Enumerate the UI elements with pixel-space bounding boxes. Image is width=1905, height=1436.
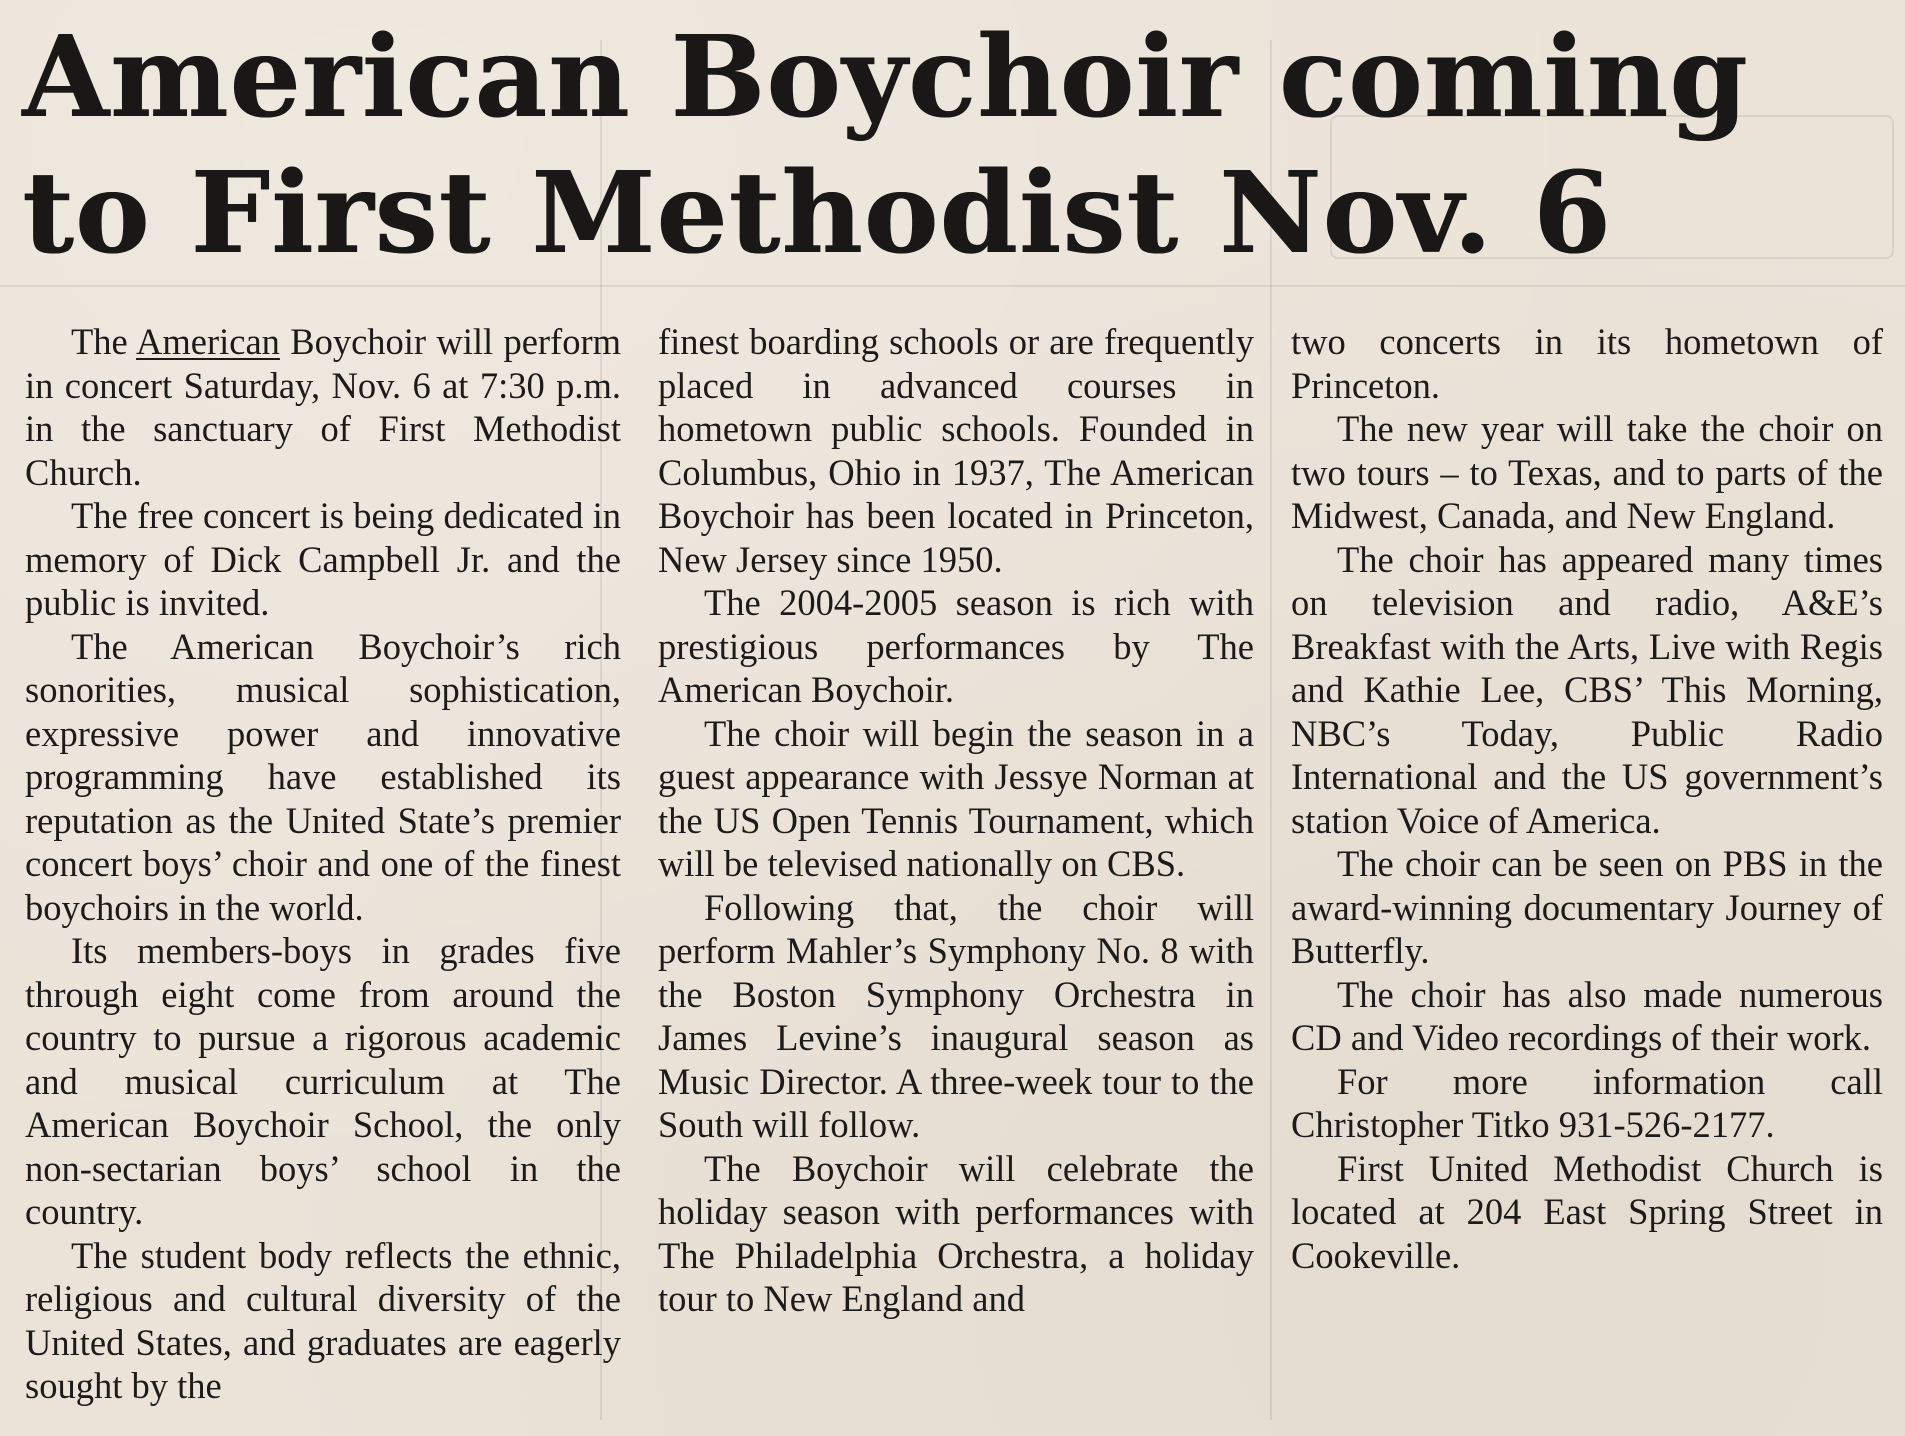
paragraph: The student body reflects the ethnic, religious and cultural diversity of the United States, and graduates are eagerly sought by the (25, 1234, 621, 1406)
article-body (25, 320, 1885, 1420)
headline-line-1: American Boychoir coming (22, 12, 1749, 143)
headline-line-2: to First Methodist Nov. 6 (22, 148, 1612, 279)
underlined-word: American (136, 321, 280, 362)
paragraph: The choir will begin the season in a guest appearance with Jessye Norman at the US Open Tennis Tournament, which will be televised nationally on CBS. (658, 712, 1254, 884)
paragraph: For more information call Christopher Titko 931-526-2177. (1291, 1060, 1883, 1145)
text-run: Boychoir will perform in concert Saturday, Nov. 6 at 7:30 p.m. in the sanctuary of First Methodist Church. (25, 321, 621, 493)
paragraph (25, 320, 621, 494)
paragraph: The free concert is being dedicated in memory of Dick Campbell Jr. and the public is invited. (25, 495, 621, 623)
paragraph: The 2004-2005 season is rich with prestigious performances by The American Boychoir. (658, 582, 1254, 710)
article-column-3 (1291, 320, 1883, 1277)
paragraph: The American Boychoir’s rich sonorities, musical sophistication, expressive power and innovative programming have established its reputation as the United State’s premier concert boys’ choir and one of the finest boychoirs in the world. (25, 625, 621, 928)
article-column-2 (658, 320, 1254, 1321)
paragraph: Following that, the choir will perform Mahler’s Symphony No. 8 with the Boston Symphony Orchestra in James Levine’s inaugural season as Music Director. A three-week tour to the South will follow. (658, 886, 1254, 1145)
article-column-1 (25, 320, 621, 1408)
bleed-through-rule (0, 285, 1905, 287)
headline (22, 10, 1892, 282)
paragraph: The choir has appeared many times on television and radio, A&E’s Breakfast with the Arts, Live with Regis and Kathie Lee, CBS’ This Morning, NBC’s Today, Public Radio International and the US government’s station Voice of America. (1291, 538, 1883, 841)
paragraph: The choir has also made numerous CD and Video recordings of their work. (1291, 973, 1883, 1058)
paragraph: The Boychoir will celebrate the holiday season with performances with The Philadelphia Orchestra, a holiday tour to New England and (658, 1147, 1254, 1319)
paragraph: The new year will take the choir on two tours – to Texas, and to parts of the Midwest, Canada, and New England. (1291, 408, 1883, 536)
paragraph: Its members-boys in grades five through eight come from around the country to pursue a rigorous academic and musical curriculum at The American Boychoir School, the only non-sectarian boys’ school in the country. (25, 930, 621, 1232)
paragraph: The choir can be seen on PBS in the award-winning documentary Journey of Butterfly. (1291, 843, 1883, 971)
text-run: The (71, 321, 137, 362)
paragraph-continued: finest boarding schools or are frequently placed in advanced courses in hometown public schools. Founded in Columbus, Ohio in 1937, The American Boychoir has been located in Princeton, New Jersey since 1950. (658, 321, 1254, 580)
paragraph-continued: two concerts in its hometown of Princeton. (1291, 321, 1883, 406)
paragraph: First United Methodist Church is located at 204 East Spring Street in Cookeville. (1291, 1147, 1883, 1276)
